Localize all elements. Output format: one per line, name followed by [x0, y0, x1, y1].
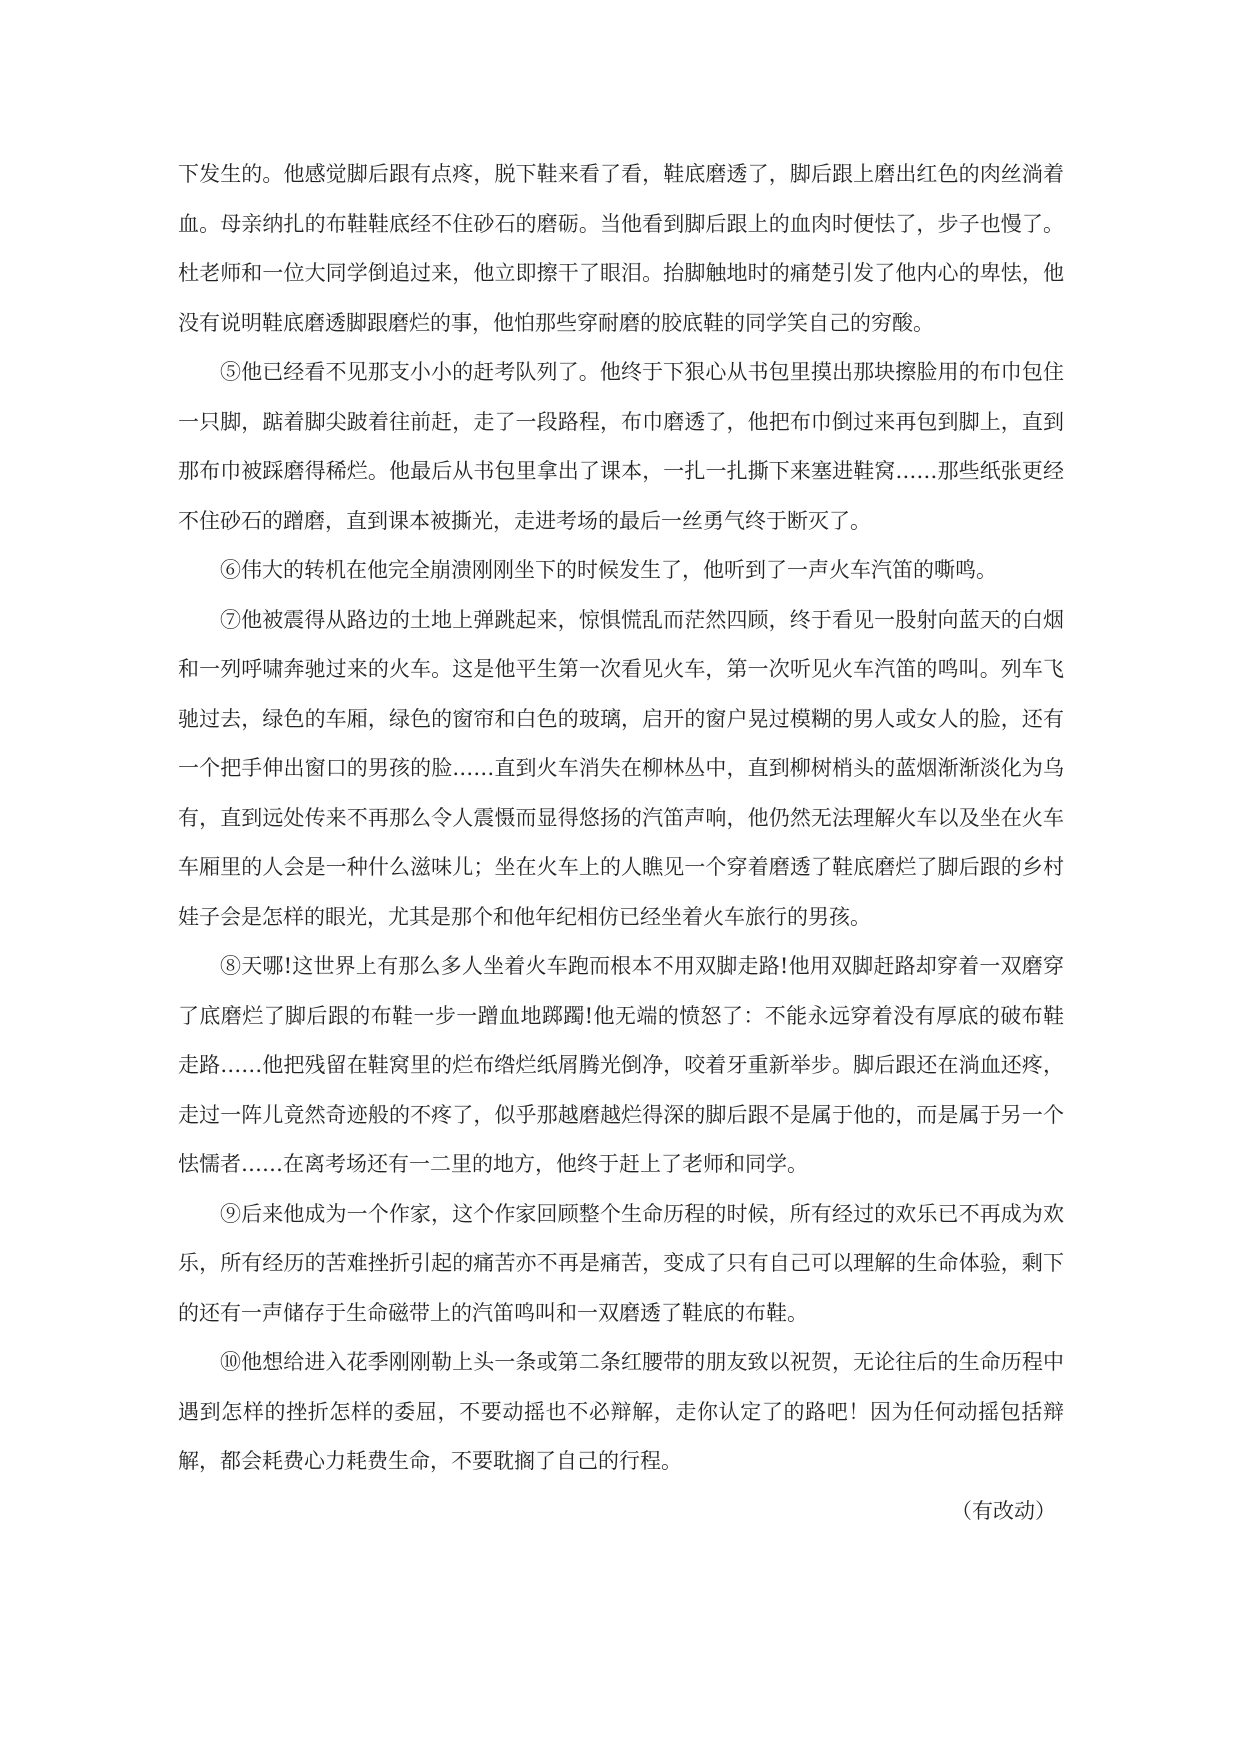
paragraph-8: ⑧天哪!这世界上有那么多人坐着火车跑而根本不用双脚走路!他用双脚赶路却穿着一双磨穿了底磨烂了脚后跟的布鞋一步一蹭血地踯躅!他无端的愤怒了：不能永远穿着没有厚底的破布鞋走路……他把残留在鞋窝里的烂布绺烂纸屑腾光倒净，咬着牙重新举步。脚后跟还在淌血还疼，走过一阵儿竟然奇迹般的不疼了，似乎那越磨越烂得深的脚后跟不是属于他的，而是属于另一个怯懦者……在离考场还有一二里的地方，他终于赶上了老师和同学。 — [178, 954, 1064, 1176]
paragraph-9: ⑨后来他成为一个作家，这个作家回顾整个生命历程的时候，所有经过的欢乐已不再成为欢乐，所有经历的苦难挫折引起的痛苦亦不再是痛苦，变成了只有自己可以理解的生命体验，剩下的还有一声储存于生命磁带上的汽笛鸣叫和一双磨透了鞋底的布鞋。 — [178, 1201, 1064, 1325]
paragraph-7: ⑦他被震得从路边的土地上弹跳起来，惊惧慌乱而茫然四顾，终于看见一股射向蓝天的白烟和一列呼啸奔驰过来的火车。这是他平生第一次看见火车，第一次听见火车汽笛的鸣叫。列车飞驰过去，绿色的车厢，绿色的窗帘和白色的玻璃，启开的窗户晃过模糊的男人或女人的脸，还有一个把手伸出窗口的男孩的脸……直到火车消失在柳林丛中，直到柳树梢头的蓝烟渐渐淡化为乌有，直到远处传来不再那么令人震慑而显得悠扬的汽笛声响，他仍然无法理解火车以及坐在火车车厢里的人会是一种什么滋味儿；坐在火车上的人瞧见一个穿着磨透了鞋底磨烂了脚后跟的乡村娃子会是怎样的眼光，尤其是那个和他年纪相仿已经坐着火车旅行的男孩。 — [178, 607, 1064, 929]
source-note: （有改动） — [951, 1498, 1056, 1523]
paragraph-continued: 下发生的。他感觉脚后跟有点疼，脱下鞋来看了看，鞋底磨透了，脚后跟上磨出红色的肉丝淌着血。母亲纳扎的布鞋鞋底经不住砂石的磨砺。当他看到脚后跟上的血肉时便怯了，步子也慢了。杜老师和一位大同学倒追过来，他立即擦干了眼泪。抬脚触地时的痛楚引发了他内心的卑怯，他没有说明鞋底磨透脚跟磨烂的事，他怕那些穿耐磨的胶底鞋的同学笑自己的穷酸。 — [178, 162, 1064, 335]
paragraph-10: ⑩他想给进入花季刚刚勒上头一条或第二条红腰带的朋友致以祝贺，无论往后的生命历程中遇到怎样的挫折怎样的委屈，不要动摇也不必辩解，走你认定了的路吧！因为任何动摇包括辩解，都会耗费心力耗费生命，不要耽搁了自己的行程。 — [178, 1350, 1064, 1473]
paragraph-6: ⑥伟大的转机在他完全崩溃刚刚坐下的时候发生了，他听到了一声火车汽笛的嘶鸣。 — [220, 558, 997, 582]
article-body — [178, 150, 1064, 1536]
paragraph-5: ⑤他已经看不见那支小小的赶考队列了。他终于下狠心从书包里摸出那块擦脸用的布巾包住一只脚，踮着脚尖跛着往前赶，走了一段路程，布巾磨透了，他把布巾倒过来再包到脚上，直到那布巾被踩磨得稀烂。他最后从书包里拿出了课本，一扎一扎撕下来塞进鞋窝……那些纸张更经不住砂石的蹭磨，直到课本被撕光，走进考场的最后一丝勇气终于断灭了。 — [178, 360, 1064, 533]
